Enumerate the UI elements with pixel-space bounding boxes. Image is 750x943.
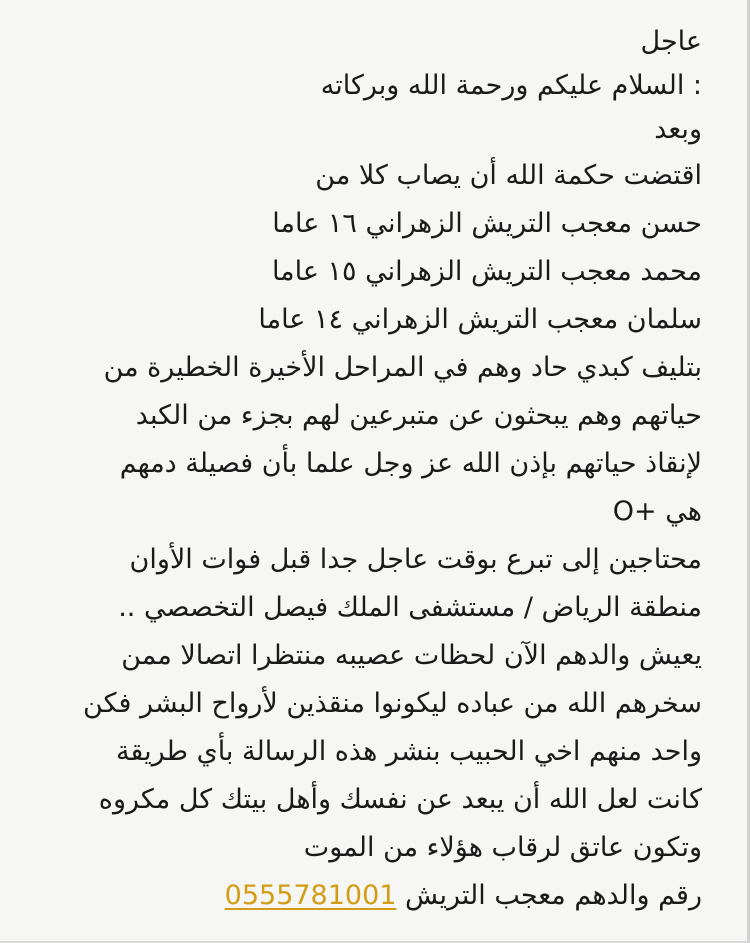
note-line-8: بتليف كبدي حاد وهم في المراحل الأخيرة الخطيرة من: [103, 352, 702, 383]
note-line-18: وتكون عاتق لرقاب هؤلاء من الموت: [303, 832, 702, 863]
note-line-6: محمد معجب التريش الزهراني ١٥ عاما: [271, 256, 702, 287]
note-line-16: واحد منهم اخي الحبيب بنشر هذه الرسالة بأي طريقة: [115, 736, 702, 767]
note-line-2: : السلام عليكم ورحمة الله وبركاته: [320, 70, 702, 101]
note-line-5: حسن معجب التريش الزهراني ١٦ عاما: [272, 208, 702, 239]
note-line-12: محتاجين إلى تبرع بوقت عاجل جدا قبل فوات الأوان: [129, 544, 702, 575]
note-line-7: سلمان معجب التريش الزهراني ١٤ عاما: [258, 304, 702, 335]
note-line-10: لإنقاذ حياتهم بإذن الله عز وجل علما بأن فصيلة دمهم: [119, 448, 702, 479]
note-body: [30, 20, 702, 920]
note-line-1: عاجل: [640, 26, 702, 57]
note-line-11: هي +O: [612, 496, 702, 527]
note-line-phone: [30, 872, 702, 920]
note-line-17: كانت لعل الله أن يبعد عن نفسك وأهل بيتك كل مكروه: [98, 784, 702, 815]
note-line-13: منطقة الرياض / مستشفى الملك فيصل التخصصي ..: [118, 592, 702, 623]
note-line-4: اقتضت حكمة الله أن يصاب كلا من: [315, 160, 702, 191]
note-line-14: يعيش والدهم الآن لحظات عصيبه منتظرا اتصالا ممن: [121, 640, 702, 671]
note-line-9: حياتهم وهم يبحثون عن متبرعين لهم بجزء من الكبد: [135, 400, 702, 431]
phone-link[interactable]: 0555781001: [224, 880, 397, 911]
note-line-15: سخرهم الله من عباده ليكونوا منقذين لأرواح البشر فكن: [83, 688, 702, 719]
father-label: رقم والدهم معجب التريش: [405, 880, 702, 911]
note-line-3: وبعد: [654, 114, 702, 145]
